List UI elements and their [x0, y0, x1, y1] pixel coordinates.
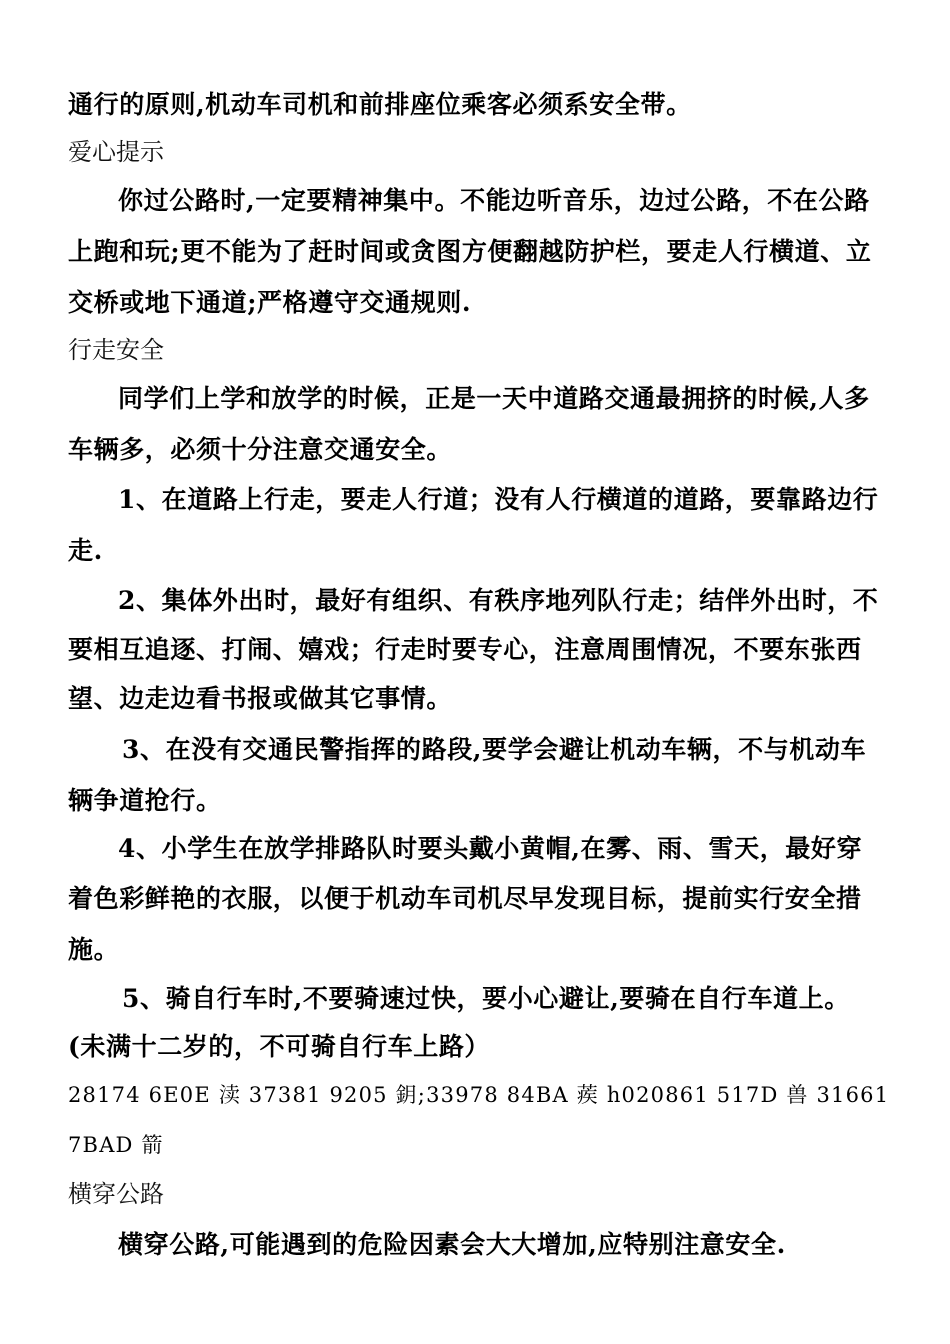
list-item-line: (未满十二岁的，不可骑自行车上路） [68, 1032, 491, 1061]
section-heading-love-tips: 爱心提示 [68, 138, 164, 166]
section-heading-crossing-road: 横穿公路 [68, 1180, 164, 1208]
text-line: 通行的原则,机动车司机和前排座位乘客必须系安全带。 [68, 90, 692, 119]
list-item-line: 要相互追逐、打闹、嬉戏；行走时要专心，注意周围情况，不要东张西 [68, 635, 862, 664]
code-line: 7BAD 箭 [68, 1133, 164, 1157]
list-item-line: 施。 [68, 935, 120, 964]
list-item-line: 1、在道路上行走，要走人行道；没有人行横道的道路，要靠路边行 [118, 485, 879, 514]
list-item-line: 走. [68, 536, 103, 565]
section-heading-walking-safety: 行走安全 [68, 336, 164, 364]
paragraph-line: 同学们上学和放学的时候，正是一天中道路交通最拥挤的时候,人多 [118, 384, 870, 413]
list-item-line: 5、骑自行车时,不要骑速过快，要小心避让,要骑在自行车道上。 [122, 984, 850, 1013]
paragraph-line: 你过公路时,一定要精神集中。不能边听音乐，边过公路，不在公路 [118, 186, 870, 215]
list-item-line: 4、小学生在放学排路队时要头戴小黄帽,在雾、雨、雪天，最好穿 [118, 834, 863, 863]
list-item-line: 3、在没有交通民警指挥的路段,要学会避让机动车辆，不与机动车 [122, 735, 867, 764]
list-item-line: 2、集体外出时，最好有组织、有秩序地列队行走；结伴外出时，不 [118, 586, 879, 615]
list-item-line: 着色彩鲜艳的衣服，以便于机动车司机尽早发现目标，提前实行安全措 [68, 884, 862, 913]
paragraph-line: 横穿公路,可能遇到的危险因素会大大增加,应特别注意安全. [118, 1230, 786, 1259]
code-line: 28174 6E0E 渎 37381 9205 鈅;33978 84BA 蒺 h020861 517D 兽 31661 [68, 1083, 890, 1107]
list-item-line: 辆争道抢行。 [68, 786, 222, 815]
paragraph-line: 上跑和玩;更不能为了赶时间或贪图方便翻越防护栏，要走人行横道、立 [68, 237, 872, 266]
list-item-line: 望、边走边看书报或做其它事情。 [68, 684, 453, 713]
paragraph-line: 交桥或地下通道;严格遵守交通规则. [68, 288, 472, 317]
paragraph-line: 车辆多，必须十分注意交通安全。 [68, 435, 453, 464]
